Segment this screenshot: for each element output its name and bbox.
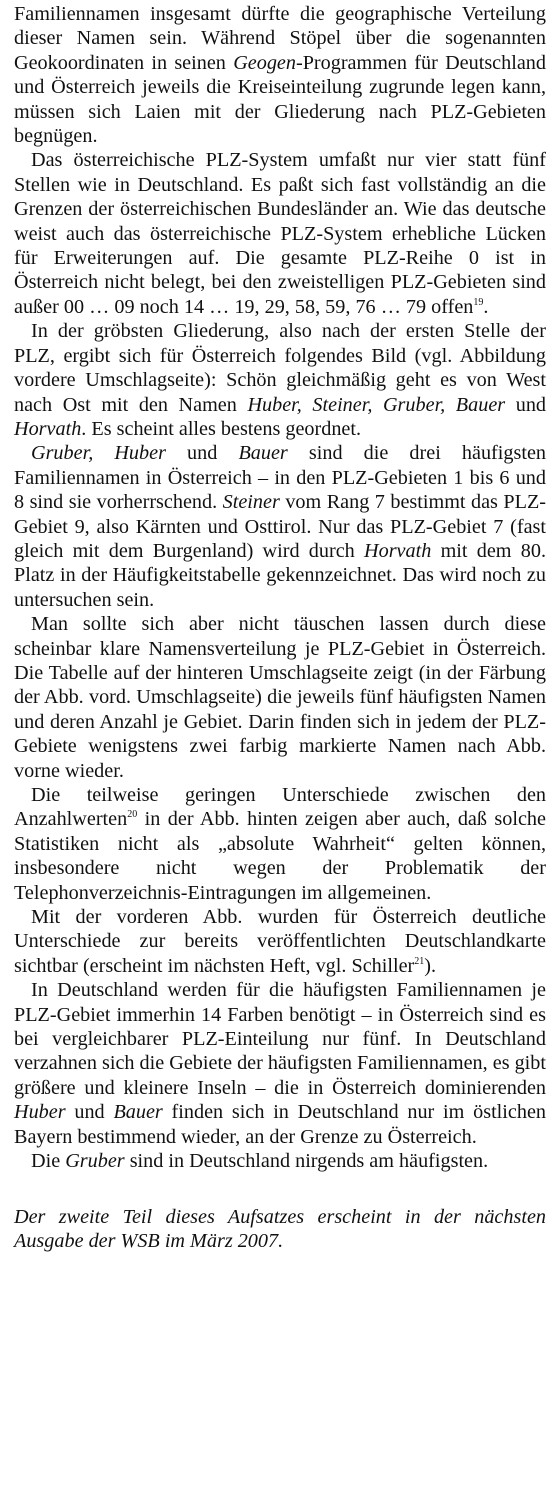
text-run: vom Rang 7 bestimmt das PLZ-Gebiet 9, also Kärnten und Osttirol. Nur das PLZ-Gebiet 7 (fast gleich mit dem Burgenland) wird durch: [14, 491, 547, 562]
italic-name: Horvath: [364, 539, 432, 562]
text-run: Das österreichische PLZ-System umfaßt nur vier statt fünf Stellen wie in Deutschland. Es paßt sich fast vollständig an die Grenzen der österreichischen Bundesländer an. Wie das deutsche weist auch das österreichische PLZ-System erhebliche Lücken für Erweiterungen auf. Die gesamte PLZ-Reihe 0 ist in Österreich nicht belegt, bei den zweistelligen PLZ-Gebieten sind außer 00 … 09 noch 14 … 19, 29, 58, 59, 76 … 79 offen: [14, 149, 546, 318]
text-run: mit dem 80. Platz in der Häufigkeitstabelle gekennzeichnet. Das wird noch zu untersuchen sein.: [14, 539, 546, 611]
text-run: und: [165, 442, 239, 465]
text-run: Man sollte sich aber nicht täuschen lassen durch diese scheinbar klare Namensverteilung je PLZ-Gebiet in Österreich. Die Tabelle auf der hinteren Umschlagseite zeigt (in der Färbung der Abb. vord. Umschlagseite) die jeweils fünf häufigsten Namen und deren Anzahl je Gebiet. Darin finden sich in jedem der PLZ-Gebiete wenigstens zwei farbig markierte Namen nach Abb. vorne wieder.: [14, 613, 546, 782]
paragraph: [14, 441, 546, 612]
continuation-note: Der zweite Teil dieses Aufsatzes erscheint in der nächsten Ausgabe der WSB im März 2007.: [14, 1205, 546, 1252]
footnote-marker: 19: [473, 296, 484, 308]
italic-name: Geogen: [233, 51, 296, 74]
text-run: in der Abb. hinten zeigen aber auch, daß solche Statistiken nicht als „absolute Wahrheit“ gelten können, insbesondere nicht wegen der Problematik der Telephonverzeichnis-Eintragungen im allgemeinen.: [14, 808, 546, 904]
text-run: Die teilweise geringen Unterschiede zwischen den Anzahlwerten: [14, 784, 546, 831]
italic-name: Horvath: [14, 417, 82, 440]
text-run: . Es scheint alles bestens geordnet.: [81, 417, 362, 440]
italic-name: Bauer: [113, 1101, 163, 1124]
text-run: Mit der vorderen Abb. wurden für Österreich deutliche Unterschiede zur bereits veröffentlichten Deutschlandkarte sichtbar (erscheint im nächsten Heft, vgl. Schiller: [14, 906, 546, 977]
italic-name: Huber: [14, 1101, 66, 1124]
paragraph: [14, 978, 546, 1149]
paragraph: [14, 2, 546, 148]
text-run: finden sich in Deutschland nur im östlichen Bayern bestimmend wieder, an der Grenze zu Österreich.: [14, 1101, 547, 1148]
text-run: und: [65, 1101, 114, 1124]
paragraph: [14, 783, 546, 905]
text-run: Familiennamen insgesamt dürfte die geographische Verteilung dieser Namen sein. Während Stöpel über die sogenannten Geokoordinaten in seinen: [14, 3, 546, 74]
text-run: .: [483, 295, 489, 318]
italic-name: Huber, Steiner, Gruber, Bauer: [247, 393, 506, 416]
text-run: sind in Deutschland nirgends am häufigsten.: [124, 1150, 489, 1173]
italic-name: Steiner: [222, 491, 280, 514]
text-run: sind die drei häufigsten Familiennamen in Österreich – in den PLZ-Gebieten 1 bis 6 und 8 sind sie vorherrschend.: [14, 442, 546, 514]
text-run: In Deutschland werden für die häufigsten Familiennamen je PLZ-Gebiet immerhin 14 Farben benötigt – in Österreich sind es bei vergleichbarer PLZ-Einteilung nur fünf. In Deutschland verzahnen sich die Gebiete der häufigsten Familiennamen, es gibt größere und kleinere Inseln – die in Österreich dominierenden: [14, 979, 546, 1099]
paragraph: [14, 612, 546, 783]
paragraph: [14, 148, 546, 319]
footnote-marker: 21: [414, 955, 425, 967]
text-run: -Programmen für Deutschland und Österreich jeweils die Kreiseinteilung zugrunde legen kann, müssen sich Laien mit der Gliederung nach PLZ-Gebieten begnügen.: [14, 51, 546, 148]
footnote-marker: 20: [127, 809, 138, 821]
text-run: und: [505, 393, 547, 416]
italic-name: Gruber, Huber: [31, 442, 166, 465]
paragraph: [14, 905, 546, 978]
paragraph: [14, 319, 546, 441]
text-run: Die: [31, 1150, 66, 1173]
text-run: In der gröbsten Gliederung, also nach der ersten Stelle der PLZ, ergibt sich für Österreich folgendes Bild (vgl. Abbildung vordere Umschlagseite): Schön gleichmäßig geht es von West nach Ost mit den Namen: [14, 320, 546, 416]
italic-name: Bauer: [238, 442, 288, 465]
article-body: [14, 2, 546, 1174]
italic-name: Gruber: [65, 1150, 125, 1173]
paragraph: [14, 1149, 546, 1173]
text-run: ).: [424, 954, 437, 977]
